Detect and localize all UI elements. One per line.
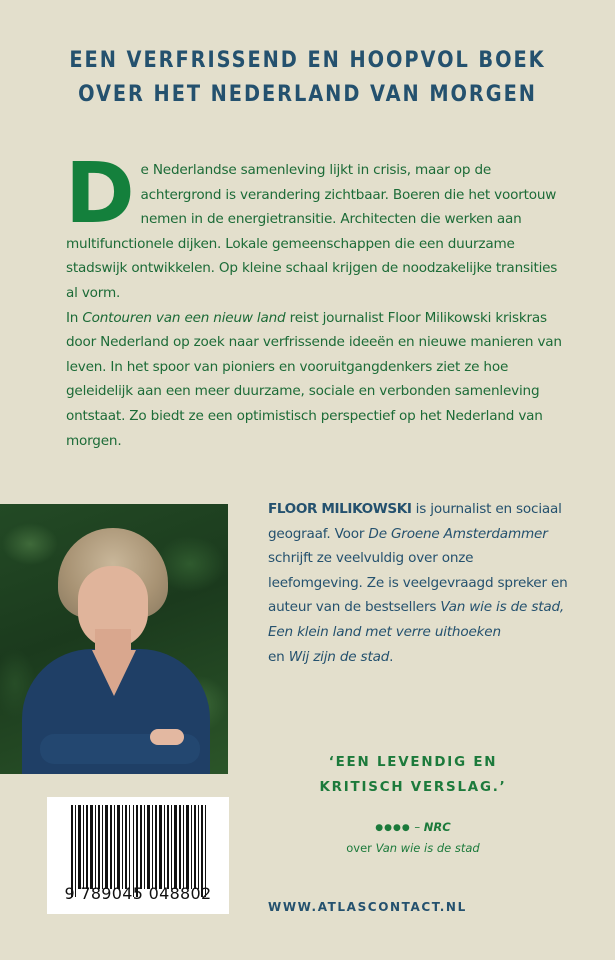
review-about — [268, 838, 558, 858]
headline — [37, 44, 578, 112]
headline-line-1: EEN VERFRISSEND EN HOOPVOL BOEK — [69, 48, 546, 73]
bestseller-2: Een klein land met verre uithoeken — [268, 623, 501, 640]
blurb-p2-prefix: In — [66, 309, 83, 326]
about-prefix: over — [346, 841, 376, 855]
headline-line-2: OVER HET NEDERLAND VAN MORGEN — [78, 82, 537, 107]
author-name: FLOOR MILIKOWSKI — [268, 501, 412, 517]
bio-t2: schrijft ze veelvuldig over onze leefomgeving. Ze is veelgevraagd spreker en auteur van de bestsellers — [268, 550, 568, 616]
drop-cap: D — [65, 144, 135, 242]
review-attribution — [268, 817, 558, 858]
rating-stars-icon: ●●●● — [375, 823, 411, 833]
about-title: Van wie is de stad — [375, 841, 480, 855]
quote-line-1: ‘EEN LEVENDIG EN — [328, 755, 498, 770]
bio-text — [268, 497, 568, 669]
isbn-barcode — [47, 797, 229, 914]
bestseller-1: Van wie is de stad, — [440, 599, 565, 616]
photo-vneck — [92, 650, 136, 696]
blurb-paragraph-1 — [65, 144, 566, 306]
review-source: NRC — [423, 820, 451, 834]
bio-t3: en — [268, 648, 289, 665]
blurb-paragraph-2 — [66, 306, 566, 454]
bestseller-3: Wij zijn de stad — [288, 648, 390, 665]
blurb-paragraph-1-text: e Nederlandse samenleving lijkt in crisis, maar op de achtergrond is verandering zichtbaar. Boeren die het voortouw nemen in de energietransitie. Architecten die werken aan multifunctionele dijken. Lokale gemeenschappen die een duurzame stadswijk ontwikkelen. Op kleine schaal krijgen de noodzakelijke transities al vorm. — [66, 162, 558, 301]
bio-t4: . — [389, 648, 394, 665]
book-blurb — [65, 144, 566, 453]
author-bio — [268, 497, 568, 669]
source-dash: – — [410, 820, 424, 834]
book-title: Contouren van een nieuw land — [82, 309, 286, 326]
photo-hand — [150, 729, 184, 745]
quote-line-2: KRITISCH VERSLAG.’ — [319, 780, 507, 795]
blurb-p2-rest: reist journalist Floor Milikowski kriskras door Nederland op zoek naar verfrissende ideeën en nieuwe manieren van leven. In het spoor van pioniers en vooruitgangdenkers ziet ze hoe geleidelijk aan een meer duurzame, sociale en verbonden samenleving ontstaat. Zo biedt ze een optimistisch perspectief op het Nederland van morgen. — [66, 309, 562, 449]
magazine-name: De Groene Amsterdammer — [368, 525, 548, 542]
author-photo — [0, 504, 228, 774]
bio-t1: is journalist en sociaal geograaf. Voor — [268, 501, 562, 542]
rating-line — [268, 817, 558, 838]
review-quote — [268, 750, 558, 800]
publisher-website-link[interactable]: WWW.ATLASCONTACT.NL — [268, 900, 467, 914]
isbn-number: 9 789045 048802 — [64, 884, 212, 903]
